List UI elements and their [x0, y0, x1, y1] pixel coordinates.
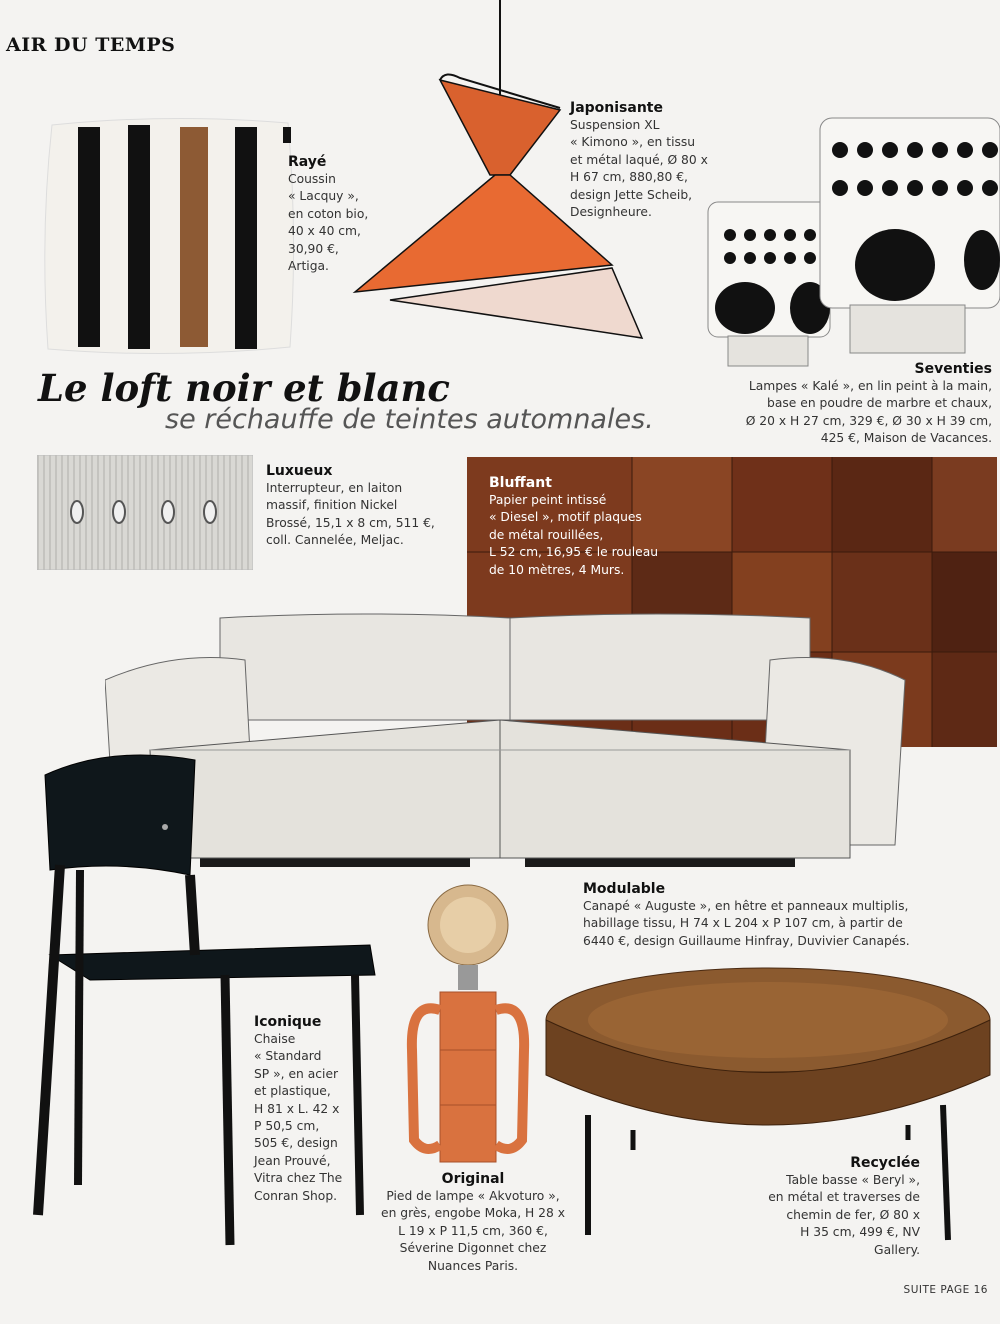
caption-seventies-title: Seventies [914, 361, 992, 377]
caption-recyclee [758, 1154, 920, 1259]
striped-cushion-image [40, 115, 300, 360]
caption-bluffant-body: Papier peint intissé « Diesel », motif plaques de métal rouillées, L 52 cm, 16,95 € le rouleau de 10 mètres, 4 Murs. [489, 493, 659, 577]
caption-raye-body: Coussin « Lacquy », en coton bio, 40 x 40 cm, 30,90 €, Artiga. [288, 172, 369, 274]
caption-iconique-title: Iconique [254, 1014, 322, 1030]
caption-japonisante-body: Suspension XL « Kimono », en tissu et métal laqué, Ø 80 x H 67 cm, 880,80 €, design Jette Scheib, Designheure. [570, 118, 708, 220]
caption-raye [288, 153, 383, 275]
caption-seventies-body: Lampes « Kalé », en lin peint à la main, base en poudre de marbre et chaux, Ø 20 x H 27 cm, 329 €, Ø 30 x H 39 cm, 425 €, Maison de Vacances. [745, 379, 992, 446]
caption-bluffant [489, 474, 669, 579]
caption-iconique [254, 1013, 346, 1205]
section-title: AIR DU TEMPS [6, 34, 176, 56]
caption-original [373, 1170, 573, 1275]
caption-original-title: Original [441, 1171, 505, 1187]
caption-iconique-body: Chaise « Standard SP », en acier et plastique, H 81 x L. 42 x P 50,5 cm, 505 €, design Jean Prouvé, Vitra chez The Conran Shop. [254, 1032, 343, 1203]
kale-lamps-image [700, 110, 1000, 370]
headline: Le loft noir et blanc [38, 366, 450, 410]
subheadline: se réchauffe de teintes automnales. [165, 404, 654, 435]
caption-modulable [583, 880, 913, 950]
caption-raye-title: Rayé [288, 154, 327, 170]
page-footer[interactable]: SUITE PAGE 16 [903, 1284, 988, 1296]
caption-bluffant-title: Bluffant [489, 475, 552, 491]
caption-original-body: Pied de lampe « Akvoturo », en grès, engobe Moka, H 28 x L 19 x P 11,5 cm, 360 €, Séverine Digonnet chez Nuances Paris. [381, 1189, 565, 1273]
caption-seventies [735, 360, 992, 448]
caption-japonisante-title: Japonisante [570, 100, 663, 116]
caption-luxueux-title: Luxueux [266, 463, 333, 479]
caption-recyclee-title: Recyclée [850, 1155, 920, 1171]
caption-luxueux-body: Interrupteur, en laiton massif, finition Nickel Brossé, 15,1 x 8 cm, 511 €, coll. Cannelée, Meljac. [266, 481, 435, 548]
caption-modulable-body: Canapé « Auguste », en hêtre et panneaux multiplis, habillage tissu, H 74 x L 204 x P 107 cm, à partir de 6440 €, design Guillaume Hinfray, Duvivier Canapés. [583, 899, 910, 948]
caption-recyclee-body: Table basse « Beryl », en métal et traverses de chemin de fer, Ø 80 x H 35 cm, 499 €, NV Gallery. [768, 1173, 920, 1257]
caption-luxueux [266, 462, 456, 550]
caption-modulable-title: Modulable [583, 881, 666, 897]
caption-japonisante [570, 99, 720, 221]
switch-plate-image [37, 455, 253, 570]
lamp-base-image [400, 880, 530, 1170]
